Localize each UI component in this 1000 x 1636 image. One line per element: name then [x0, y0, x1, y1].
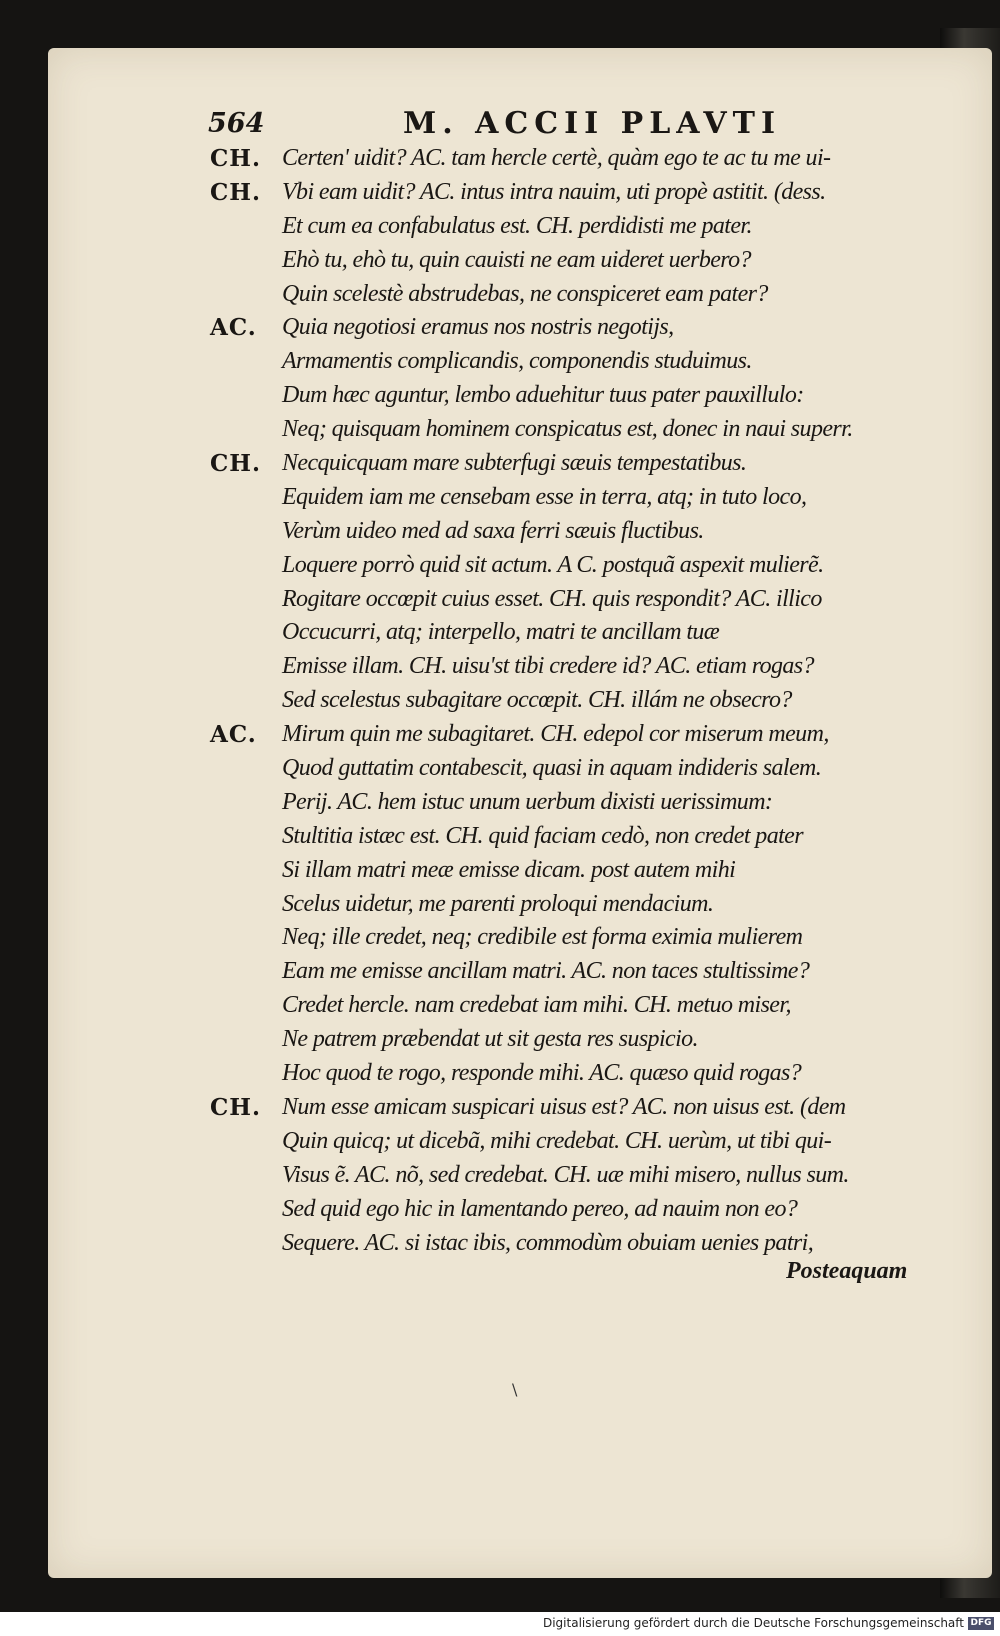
verse-line	[210, 583, 930, 617]
verse-line	[210, 684, 930, 718]
verse-text: Perij. AC. hem istuc unum uerbum dixisti uerissimum:	[282, 788, 773, 815]
verse-text: Ehò tu, ehò tu, quin cauisti ne eam uideret uerbero?	[282, 246, 751, 273]
verse-line	[210, 1057, 930, 1091]
verse-text: Sed scelestus subagitare occœpit. CH. illám ne obsecro?	[282, 687, 792, 714]
verse-text: Sequere. AC. si istac ibis, commodùm obuiam uenies patri,	[282, 1229, 814, 1256]
verse-line	[210, 854, 930, 888]
verse-text: Quia negotiosi eramus nos nostris negotijs,	[282, 314, 674, 341]
verse-text: Scelus uidetur, me parenti proloqui mendacium.	[282, 890, 714, 917]
speaker-label: CH.	[210, 178, 262, 206]
verse-text: Quin scelestè abstrudebas, ne conspiceret eam pater?	[282, 280, 768, 307]
verse-line	[210, 1193, 930, 1227]
ink-mark: \	[512, 1380, 518, 1399]
verse-line	[210, 1091, 930, 1125]
speaker-label: CH.	[210, 145, 262, 172]
verse-text: Eam me emisse ancillam matri. AC. non taces stultissime?	[282, 958, 810, 985]
verse-text-block	[210, 142, 930, 1260]
verse-text: Sed quid ego hic in lamentando pereo, ad nauim non eo?	[282, 1195, 798, 1222]
verse-text: Credet hercle. nam credebat iam mihi. CH. metuo miser,	[282, 992, 791, 1019]
verse-text: Emisse illam. CH. uisu'st tibi credere id? AC. etiam rogas?	[282, 653, 814, 680]
verse-line	[210, 515, 930, 549]
verse-line	[210, 820, 930, 854]
verse-line	[210, 345, 930, 379]
verse-line	[210, 413, 930, 447]
verse-text: Num esse amicam suspicari uisus est? AC. non uisus est. (dem	[282, 1093, 846, 1120]
verse-line	[210, 650, 930, 684]
verse-text: Quin quicq; ut dicebã, mihi credebat. CH. uerùm, ut tibi qui-	[282, 1127, 832, 1154]
verse-text: Necquicquam mare subterfugi sæuis tempestatibus.	[282, 450, 747, 477]
verse-line	[210, 1159, 930, 1193]
verse-line	[210, 549, 930, 583]
footer-credit: Digitalisierung gefördert durch die Deutsche Forschungsgemeinschaft	[542, 1616, 964, 1630]
verse-text: Occucurri, atq; interpello, matri te ancillam tuæ	[282, 619, 720, 646]
verse-text: Stultitia istæc est. CH. quid faciam cedò, non credet pater	[282, 822, 803, 849]
verse-line	[210, 1125, 930, 1159]
speaker-label: CH.	[210, 1093, 262, 1121]
verse-line	[210, 989, 930, 1023]
verse-line	[210, 447, 930, 481]
verse-line	[210, 278, 930, 312]
verse-text: Hoc quod te rogo, responde mihi. AC. quæso quid rogas?	[282, 1060, 802, 1087]
speaker-label: AC.	[210, 721, 257, 749]
speaker-label: AC.	[210, 314, 257, 342]
verse-line	[210, 210, 930, 244]
verse-line	[210, 752, 930, 786]
verse-text: Vbi eam uidit? AC. intus intra nauim, uti propè astitit. (dess.	[282, 178, 826, 205]
verse-line	[210, 311, 930, 345]
verse-line	[210, 142, 930, 176]
verse-text: Armamentis complicandis, componendis studuimus.	[282, 348, 752, 375]
verse-line	[210, 176, 930, 210]
speaker-label: CH.	[210, 450, 262, 478]
verse-line	[210, 244, 930, 278]
verse-text: Quod guttatim contabescit, quasi in aquam indideris salem.	[282, 755, 822, 782]
verse-line	[210, 616, 930, 650]
catchword: Posteaquam	[786, 1258, 908, 1284]
verse-text: Si illam matri meæ emisse dicam. post autem mihi	[282, 856, 736, 883]
verse-line	[210, 921, 930, 955]
verse-text: Neq; ille credet, neq; credibile est forma eximia mulierem	[282, 924, 803, 951]
digitization-footer	[0, 1612, 1000, 1636]
running-title: M. ACCII PLAVTI	[403, 106, 782, 141]
verse-text: Neq; quisquam hominem conspicatus est, donec in naui superr.	[282, 416, 853, 443]
verse-text: Visus ẽ. AC. nõ, sed credebat. CH. uæ mihi misero, nullus sum.	[282, 1161, 849, 1188]
dfg-logo: DFG	[968, 1617, 994, 1630]
verse-line	[210, 1023, 930, 1057]
verse-line	[210, 379, 930, 413]
verse-line	[210, 481, 930, 515]
verse-line	[210, 1227, 930, 1261]
verse-text: Equidem iam me censebam esse in terra, atq; in tuto loco,	[282, 483, 807, 510]
verse-line	[210, 718, 930, 752]
verse-text: Rogitare occœpit cuius esset. CH. quis respondit? AC. illico	[282, 585, 822, 612]
verse-text: Certen' uidit? AC. tam hercle certè, quàm ego te ac tu me ui-	[282, 145, 831, 171]
page-number: 564	[208, 108, 265, 139]
verse-line	[210, 955, 930, 989]
verse-text: Dum hæc aguntur, lembo aduehitur tuus pater pauxillulo:	[282, 382, 804, 409]
verse-text: Verùm uideo med ad saxa ferri sæuis fluctibus.	[282, 517, 704, 544]
verse-text: Mirum quin me subagitaret. CH. edepol cor miserum meum,	[282, 721, 829, 748]
verse-text: Loquere porrò quid sit actum. A C. postquã aspexit mulierẽ.	[282, 551, 824, 578]
verse-text: Et cum ea confabulatus est. CH. perdidisti me pater.	[282, 212, 752, 239]
verse-line	[210, 888, 930, 922]
verse-line	[210, 786, 930, 820]
verse-text: Ne patrem præbendat ut sit gesta res suspicio.	[282, 1026, 698, 1053]
